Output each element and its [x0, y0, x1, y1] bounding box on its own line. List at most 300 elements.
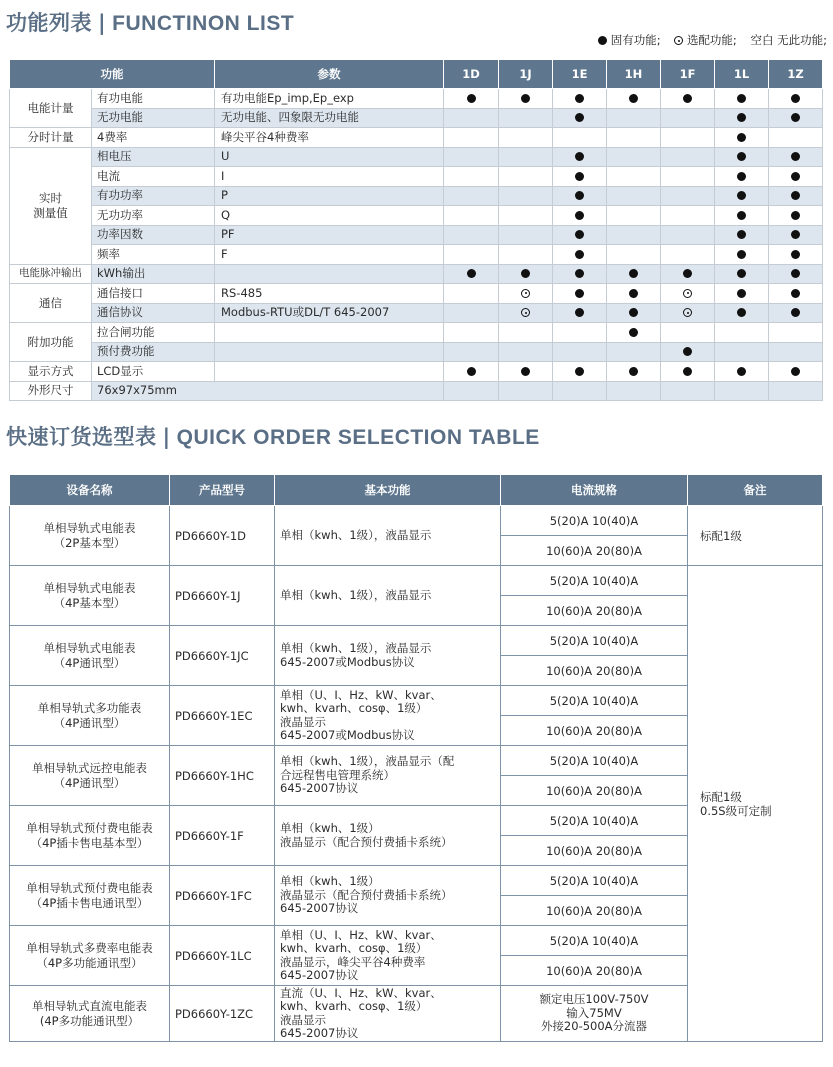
filled-dot-icon — [467, 367, 476, 376]
availability-cell — [661, 186, 715, 206]
availability-cell — [715, 167, 769, 187]
function-row — [10, 167, 823, 187]
product-model: PD6660Y-1HC — [170, 746, 275, 806]
function-line: 单相（kwh、1级） — [280, 821, 380, 835]
availability-cell — [661, 167, 715, 187]
device-name-line: （4P多功能通讯型） — [36, 955, 143, 970]
filled-dot-icon — [737, 94, 746, 103]
availability-cell — [607, 264, 661, 284]
function-name: 4费率 — [92, 128, 215, 148]
availability-cell — [553, 108, 607, 128]
availability-cell — [499, 284, 553, 304]
header-model: 1E — [553, 60, 607, 89]
availability-cell — [499, 245, 553, 265]
product-model: PD6660Y-1D — [170, 506, 275, 566]
filled-dot-icon — [629, 94, 638, 103]
device-name-line: 单相导轨式直流电能表 — [32, 998, 147, 1013]
function-line: 645-2007协议 — [280, 781, 359, 796]
current-spec: 5(20)A 10(40)A — [501, 506, 688, 536]
device-name-line: 单相导轨式预付费电能表 — [26, 880, 153, 895]
product-model: PD6660Y-1LC — [170, 926, 275, 986]
availability-cell — [607, 245, 661, 265]
basic-function — [275, 686, 501, 746]
function-name: 电流 — [92, 167, 215, 187]
quick-order-table — [9, 474, 823, 1042]
current-spec: 10(60)A 20(80)A — [501, 536, 688, 566]
filled-dot-icon — [737, 289, 746, 298]
availability-cell — [715, 362, 769, 382]
basic-function — [275, 806, 501, 866]
current-line: 额定电压100V-750V — [539, 992, 649, 1007]
header-remark: 备注 — [688, 475, 823, 506]
availability-cell — [499, 206, 553, 226]
availability-cell — [715, 128, 769, 148]
current-spec: 5(20)A 10(40)A — [501, 686, 688, 716]
availability-cell — [661, 245, 715, 265]
availability-cell — [661, 323, 715, 343]
filled-dot-icon — [575, 113, 584, 122]
availability-cell — [444, 206, 499, 226]
availability-cell — [499, 362, 553, 382]
function-param: RS-485 — [215, 284, 444, 304]
device-name-line: （4P通讯型） — [53, 715, 126, 730]
remark-line: 0.5S级可定制 — [700, 803, 772, 818]
availability-cell — [715, 264, 769, 284]
filled-dot-icon — [791, 230, 800, 239]
function-category: 附加功能 — [10, 323, 92, 362]
availability-cell — [661, 284, 715, 304]
availability-cell — [769, 89, 823, 109]
basic-function — [275, 866, 501, 926]
availability-cell — [661, 381, 715, 401]
filled-dot-icon — [737, 133, 746, 142]
device-name — [10, 746, 170, 806]
product-row — [10, 566, 823, 596]
function-line: 单相（kwh、1级），液晶显示 — [280, 641, 432, 655]
filled-dot-icon — [737, 113, 746, 122]
availability-cell — [769, 323, 823, 343]
availability-cell — [607, 303, 661, 323]
filled-dot-icon — [629, 289, 638, 298]
availability-cell — [553, 284, 607, 304]
availability-cell — [715, 284, 769, 304]
function-param: F — [215, 245, 444, 265]
device-name — [10, 626, 170, 686]
current-spec: 5(20)A 10(40)A — [501, 926, 688, 956]
availability-cell — [444, 381, 499, 401]
current-line: 外接20-500A分流器 — [540, 1019, 648, 1034]
filled-dot-icon — [791, 308, 800, 317]
title-separator: | — [162, 425, 171, 449]
product-model: PD6660Y-1JC — [170, 626, 275, 686]
filled-dot-icon — [791, 211, 800, 220]
filled-dot-icon — [575, 308, 584, 317]
function-param — [215, 264, 444, 284]
filled-dot-icon — [575, 191, 584, 200]
filled-dot-icon — [521, 367, 530, 376]
function-param — [215, 342, 444, 362]
function-line: 液晶显示，峰尖平谷4种费率 — [280, 954, 426, 969]
availability-cell — [444, 89, 499, 109]
availability-cell — [607, 108, 661, 128]
filled-dot-icon — [791, 269, 800, 278]
device-name-line: 单相导轨式多功能表 — [37, 700, 142, 715]
availability-cell — [553, 147, 607, 167]
availability-cell — [444, 264, 499, 284]
current-spec: 5(20)A 10(40)A — [501, 566, 688, 596]
availability-cell — [499, 381, 553, 401]
availability-cell — [499, 128, 553, 148]
function-name: 76x97x75mm — [92, 381, 444, 401]
function-param: 峰尖平谷4种费率 — [215, 128, 444, 148]
availability-cell — [553, 89, 607, 109]
function-row — [10, 186, 823, 206]
availability-cell — [444, 284, 499, 304]
availability-cell — [769, 245, 823, 265]
availability-cell — [444, 128, 499, 148]
function-category: 显示方式 — [10, 362, 92, 382]
availability-cell — [769, 264, 823, 284]
device-name-line: 单相导轨式预付费电能表 — [26, 820, 153, 835]
header-model: 1D — [444, 60, 499, 89]
availability-cell — [661, 206, 715, 226]
function-line: kwh、kvarh、cosφ、1级） — [280, 999, 428, 1013]
availability-cell — [715, 323, 769, 343]
title-en: QUICK ORDER SELECTION TABLE — [176, 426, 540, 449]
filled-dot-icon — [791, 191, 800, 200]
availability-cell — [715, 245, 769, 265]
function-line: kwh、kvarh、cosφ、1级） — [280, 941, 428, 955]
basic-function — [275, 746, 501, 806]
title-cn: 功能列表 — [6, 11, 92, 35]
availability-cell — [553, 128, 607, 148]
availability-cell — [715, 225, 769, 245]
device-name-line: （4P插卡售电通讯型） — [30, 895, 149, 910]
function-line: 直流（U、I、Hz、kW、kvar、 — [280, 985, 442, 1000]
availability-cell — [444, 147, 499, 167]
circle-dot-icon — [683, 308, 692, 317]
product-row — [10, 506, 823, 536]
function-row — [10, 128, 823, 148]
current-spec: 10(60)A 20(80)A — [501, 656, 688, 686]
filled-dot-icon — [737, 367, 746, 376]
device-name — [10, 866, 170, 926]
filled-dot-icon — [598, 36, 607, 45]
circle-dot-icon — [683, 289, 692, 298]
function-param: 无功电能、四象限无功电能 — [215, 108, 444, 128]
function-line: 645-2007协议 — [280, 968, 359, 982]
availability-cell — [715, 342, 769, 362]
function-param: P — [215, 186, 444, 206]
product-model: PD6660Y-1F — [170, 806, 275, 866]
availability-cell — [715, 303, 769, 323]
availability-cell — [607, 362, 661, 382]
function-line: 液晶显示（配合预付费插卡系统） — [280, 887, 453, 902]
remark: 标配1级 — [688, 506, 823, 566]
device-name — [10, 566, 170, 626]
filled-dot-icon — [737, 152, 746, 161]
function-row — [10, 225, 823, 245]
availability-cell — [715, 89, 769, 109]
device-name-line: 单相导轨式多费率电能表 — [26, 940, 153, 955]
current-spec: 10(60)A 20(80)A — [501, 716, 688, 746]
filled-dot-icon — [791, 113, 800, 122]
availability-cell — [607, 128, 661, 148]
title-en: FUNCTINON LIST — [112, 12, 295, 35]
filled-dot-icon — [575, 94, 584, 103]
function-list-header — [10, 60, 823, 89]
device-name-line: 单相导轨式电能表 — [43, 520, 136, 535]
function-name: 频率 — [92, 245, 215, 265]
availability-cell — [607, 323, 661, 343]
filled-dot-icon — [575, 367, 584, 376]
function-name: 通信接口 — [92, 284, 215, 304]
function-row — [10, 264, 823, 284]
filled-dot-icon — [737, 211, 746, 220]
availability-cell — [607, 147, 661, 167]
function-line: 645-2007或Modbus协议 — [280, 654, 415, 669]
filled-dot-icon — [683, 367, 692, 376]
legend-standard: 固有功能; — [610, 33, 661, 47]
availability-cell — [607, 186, 661, 206]
function-name: 无功功率 — [92, 206, 215, 226]
availability-cell — [499, 342, 553, 362]
availability-cell — [769, 206, 823, 226]
current-spec: 10(60)A 20(80)A — [501, 596, 688, 626]
availability-cell — [661, 147, 715, 167]
category-line: 实时 — [39, 190, 62, 205]
header-device-name: 设备名称 — [10, 475, 170, 506]
filled-dot-icon — [629, 367, 638, 376]
availability-cell — [715, 381, 769, 401]
filled-dot-icon — [737, 308, 746, 317]
filled-dot-icon — [791, 250, 800, 259]
filled-dot-icon — [521, 269, 530, 278]
availability-cell — [715, 147, 769, 167]
availability-cell — [553, 323, 607, 343]
availability-cell — [769, 303, 823, 323]
header-model: 1L — [715, 60, 769, 89]
availability-cell — [769, 362, 823, 382]
function-name: 无功电能 — [92, 108, 215, 128]
availability-cell — [499, 186, 553, 206]
device-name — [10, 986, 170, 1042]
filled-dot-icon — [575, 211, 584, 220]
function-category: 电能脉冲输出 — [10, 264, 92, 284]
availability-cell — [715, 186, 769, 206]
function-line: 单相（U、I、Hz、kW、kvar、 — [280, 687, 442, 702]
availability-cell — [769, 381, 823, 401]
availability-cell — [661, 128, 715, 148]
basic-function — [275, 566, 501, 626]
device-name-line: (4P多功能通讯型） — [39, 1013, 140, 1028]
device-name-line: （4P插卡售电基本型） — [30, 835, 149, 850]
current-spec: 5(20)A 10(40)A — [501, 626, 688, 656]
device-name-line: 单相导轨式电能表 — [43, 640, 136, 655]
current-spec: 10(60)A 20(80)A — [501, 776, 688, 806]
basic-function — [275, 926, 501, 986]
filled-dot-icon — [629, 328, 638, 337]
filled-dot-icon — [791, 152, 800, 161]
product-model: PD6660Y-1FC — [170, 866, 275, 926]
availability-cell — [769, 284, 823, 304]
availability-cell — [553, 245, 607, 265]
device-name-line: （4P通讯型） — [53, 775, 126, 790]
function-category: 电能计量 — [10, 89, 92, 128]
availability-cell — [715, 206, 769, 226]
remark — [688, 566, 823, 1042]
device-name-line: （4P基本型） — [53, 595, 126, 610]
category-line: 测量值 — [33, 205, 68, 220]
availability-cell — [769, 108, 823, 128]
header-model: 1Z — [769, 60, 823, 89]
availability-cell — [444, 108, 499, 128]
function-row — [10, 245, 823, 265]
product-model: PD6660Y-1J — [170, 566, 275, 626]
current-line: 输入75MV — [566, 1005, 622, 1020]
availability-cell — [444, 225, 499, 245]
basic-function — [275, 986, 501, 1042]
filled-dot-icon — [467, 94, 476, 103]
function-row — [10, 362, 823, 382]
availability-cell — [769, 128, 823, 148]
title-cn: 快速订货选型表 — [6, 425, 157, 449]
function-param — [215, 323, 444, 343]
device-name-line: 单相导轨式电能表 — [43, 580, 136, 595]
product-model: PD6660Y-1EC — [170, 686, 275, 746]
circle-dot-icon — [521, 289, 530, 298]
availability-cell — [553, 167, 607, 187]
function-category: 外形尺寸 — [10, 381, 92, 401]
header-model: 产品型号 — [170, 475, 275, 506]
header-current-spec: 电流规格 — [501, 475, 688, 506]
availability-cell — [444, 342, 499, 362]
function-line: kwh、kvarh、cosφ、1级） — [280, 701, 428, 715]
availability-cell — [553, 342, 607, 362]
function-name: 拉合闸功能 — [92, 323, 215, 343]
header-function: 功能 — [10, 60, 215, 89]
device-name-line: 单相导轨式远控电能表 — [32, 760, 147, 775]
function-name: kWh输出 — [92, 264, 215, 284]
function-param: PF — [215, 225, 444, 245]
device-name — [10, 806, 170, 866]
availability-cell — [553, 186, 607, 206]
legend-optional: 选配功能; — [686, 33, 737, 47]
device-name — [10, 926, 170, 986]
availability-cell — [444, 362, 499, 382]
product-model: PD6660Y-1ZC — [170, 986, 275, 1042]
function-category — [10, 147, 92, 264]
availability-cell — [769, 186, 823, 206]
function-line: 单相（U、I、Hz、kW、kvar、 — [280, 927, 442, 942]
function-line: 单相（kwh、1级），液晶显示 — [280, 587, 432, 602]
function-line: 645-2007协议 — [280, 1026, 359, 1040]
availability-cell — [607, 342, 661, 362]
function-line: 单相（kwh、1级），液晶显示（配 — [280, 754, 455, 769]
device-name-line: （4P通讯型） — [53, 655, 126, 670]
availability-cell — [499, 264, 553, 284]
availability-cell — [499, 225, 553, 245]
filled-dot-icon — [575, 152, 584, 161]
availability-cell — [607, 225, 661, 245]
current-spec: 5(20)A 10(40)A — [501, 866, 688, 896]
availability-cell — [499, 147, 553, 167]
filled-dot-icon — [683, 347, 692, 356]
function-line: 液晶显示 — [280, 1012, 326, 1027]
function-line: 液晶显示（配合预付费插卡系统） — [280, 834, 453, 849]
availability-cell — [661, 89, 715, 109]
current-spec: 10(60)A 20(80)A — [501, 956, 688, 986]
availability-cell — [499, 89, 553, 109]
availability-cell — [661, 342, 715, 362]
circle-dot-icon — [521, 308, 530, 317]
filled-dot-icon — [791, 367, 800, 376]
function-row — [10, 147, 823, 167]
legend-blank: 空白 无此功能; — [750, 33, 827, 47]
function-row — [10, 284, 823, 304]
function-param — [215, 362, 444, 382]
function-row — [10, 342, 823, 362]
function-row — [10, 303, 823, 323]
function-row — [10, 206, 823, 226]
function-param: 有功电能Ep_imp,Ep_exp — [215, 89, 444, 109]
circle-dot-icon — [674, 36, 683, 45]
function-name: 有功电能 — [92, 89, 215, 109]
availability-cell — [553, 264, 607, 284]
current-spec: 10(60)A 20(80)A — [501, 896, 688, 926]
filled-dot-icon — [575, 230, 584, 239]
legend — [598, 32, 827, 48]
function-list-table — [9, 59, 823, 401]
current-spec — [501, 986, 688, 1042]
title-separator: | — [98, 11, 107, 35]
availability-cell — [444, 186, 499, 206]
availability-cell — [499, 167, 553, 187]
function-line: 645-2007或Modbus协议 — [280, 728, 415, 742]
filled-dot-icon — [791, 289, 800, 298]
function-name: 预付费功能 — [92, 342, 215, 362]
function-name: 有功功率 — [92, 186, 215, 206]
function-row — [10, 381, 823, 401]
availability-cell — [769, 342, 823, 362]
availability-cell — [661, 264, 715, 284]
filled-dot-icon — [737, 191, 746, 200]
device-name-line: （2P基本型） — [53, 535, 126, 550]
filled-dot-icon — [575, 172, 584, 181]
availability-cell — [607, 381, 661, 401]
availability-cell — [499, 323, 553, 343]
availability-cell — [553, 206, 607, 226]
function-line: 液晶显示 — [280, 714, 326, 729]
basic-function — [275, 626, 501, 686]
filled-dot-icon — [521, 94, 530, 103]
filled-dot-icon — [575, 289, 584, 298]
function-category: 通信 — [10, 284, 92, 323]
filled-dot-icon — [791, 94, 800, 103]
availability-cell — [499, 108, 553, 128]
function-row — [10, 323, 823, 343]
function-category: 分时计量 — [10, 128, 92, 148]
availability-cell — [715, 108, 769, 128]
function-line: 645-2007协议 — [280, 901, 359, 916]
availability-cell — [769, 225, 823, 245]
function-name: LCD显示 — [92, 362, 215, 382]
function-row — [10, 108, 823, 128]
availability-cell — [661, 362, 715, 382]
filled-dot-icon — [737, 250, 746, 259]
filled-dot-icon — [791, 172, 800, 181]
availability-cell — [499, 303, 553, 323]
